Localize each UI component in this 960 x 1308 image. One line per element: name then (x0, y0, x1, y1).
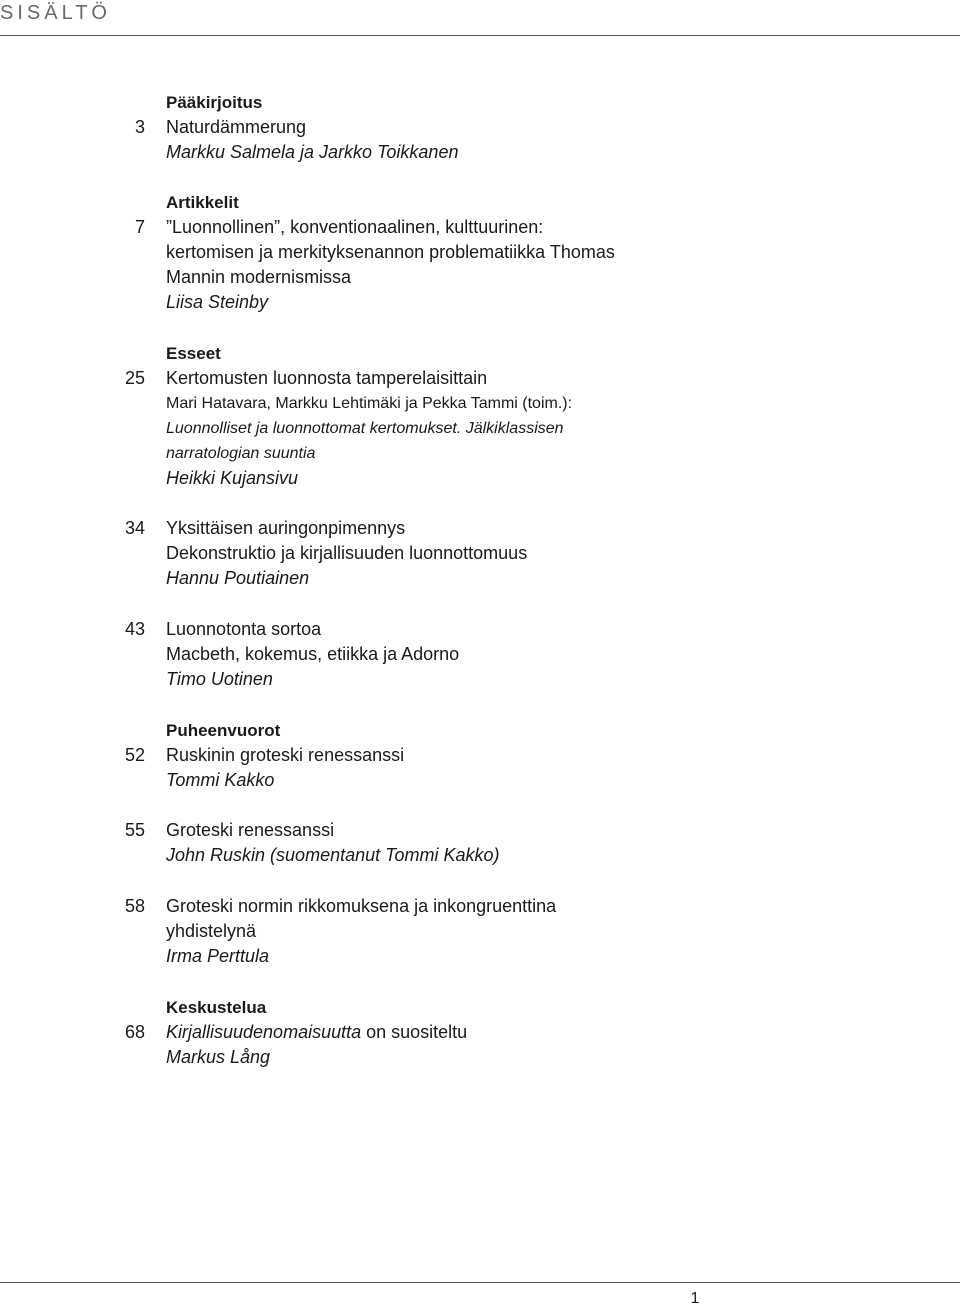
entry-title-italic: Kirjallisuudenomaisuutta (166, 1022, 362, 1042)
entry-title: ”Luonnollinen”, konventionaalinen, kulttuurinen: (166, 217, 544, 237)
entry-author: Irma Perttula (166, 946, 270, 966)
entry-title: Groteski normin rikkomuksena ja inkongruenttina (166, 896, 557, 916)
page-number: 1 (690, 1290, 700, 1307)
entry-title: Luonnotonta sortoa (166, 619, 322, 639)
page-title: SISÄLTÖ (0, 2, 111, 24)
page-ref: 68 (124, 1022, 145, 1042)
entry-title: Yksittäisen auringonpimennys (166, 518, 406, 538)
page-ref: 34 (124, 518, 145, 538)
entry-author: Markku Salmela ja Jarkko Toikkanen (166, 142, 459, 162)
entry-title: kertomisen ja merkityksenannon problematiikka Thomas (166, 242, 615, 262)
entry-title: Naturdämmerung (166, 117, 307, 137)
section-heading-keskustelua: Keskustelua (166, 998, 267, 1017)
entry-author: Heikki Kujansivu (166, 468, 299, 488)
section-heading-esseet: Esseet (166, 344, 221, 363)
section-heading-paakirjoitus: Pääkirjoitus (166, 93, 263, 112)
entry-title (166, 1020, 467, 1045)
top-divider (0, 35, 960, 36)
page-ref: 3 (134, 117, 145, 137)
page-ref: 43 (124, 619, 145, 639)
review-title: narratologian suuntia (166, 445, 316, 462)
section-heading-artikkelit: Artikkelit (166, 193, 239, 212)
page-ref: 7 (134, 217, 145, 237)
page-ref: 55 (124, 820, 145, 840)
page-ref: 52 (124, 745, 145, 765)
entry-author: Hannu Poutiainen (166, 568, 310, 588)
review-line: Mari Hatavara, Markku Lehtimäki ja Pekka Tammi (toim.): (166, 395, 573, 412)
entry-title: Groteski renessanssi (166, 820, 335, 840)
entry-subtitle: Macbeth, kokemus, etiikka ja Adorno (166, 644, 460, 664)
page-ref: 58 (124, 896, 145, 916)
page-ref: 25 (124, 368, 145, 388)
entry-title: yhdistelynä (166, 921, 257, 941)
entry-author: Markus Lång (166, 1047, 271, 1067)
bottom-divider (0, 1282, 960, 1283)
entry-subtitle: Dekonstruktio ja kirjallisuuden luonnottomuus (166, 543, 528, 563)
entry-title-rest: on suositeltu (361, 1022, 468, 1042)
entry-title: Kertomusten luonnosta tamperelaisittain (166, 368, 488, 388)
review-title: Luonnolliset ja luonnottomat kertomukset. Jälkiklassisen (166, 420, 564, 437)
entry-author: Tommi Kakko (166, 770, 275, 790)
entry-author: Liisa Steinby (166, 292, 269, 312)
entry-title: Mannin modernismissa (166, 267, 352, 287)
entry-author: John Ruskin (suomentanut Tommi Kakko) (166, 845, 500, 865)
entry-title: Ruskinin groteski renessanssi (166, 745, 405, 765)
section-heading-puheenvuorot: Puheenvuorot (166, 721, 281, 740)
entry-author: Timo Uotinen (166, 669, 273, 689)
